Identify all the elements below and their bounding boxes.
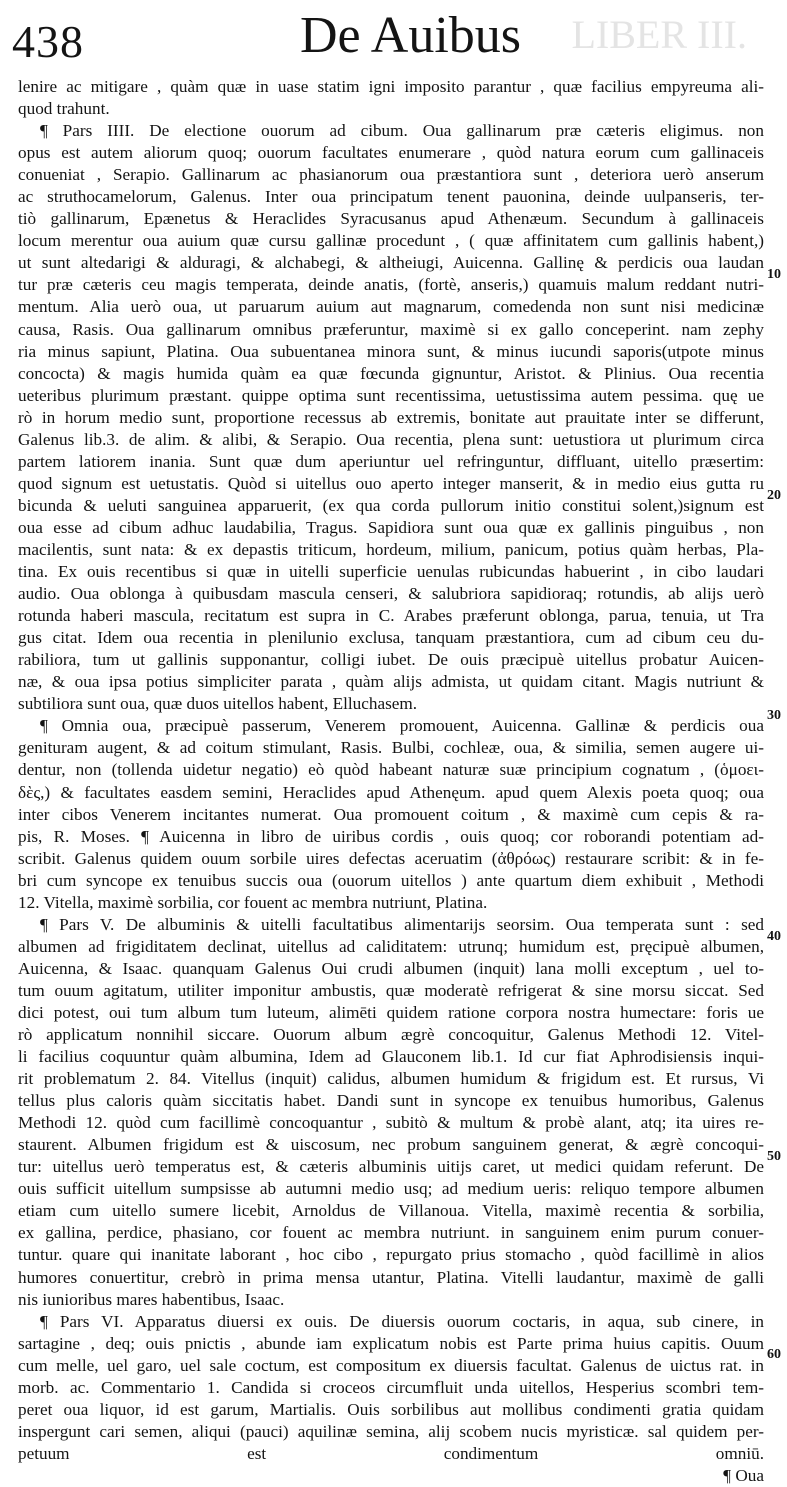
text-line: conueniat , Serapio. Gallinarum ac phasianorum oua præstantiora sunt , deteriora uerò anserum: [18, 165, 764, 185]
text-line: ¶ Pars IIII. De electione ouorum ad cibum. Oua gallinarum præ cæteris eligimus. non: [40, 121, 764, 141]
text-line: dentur, non (tollenda uidetur negatio) eò quòd habeant naturæ suæ principium cognatum , (ὁμοει-: [18, 760, 764, 780]
text-line: Auicenna, & Isaac. quanquam Galenus Oui crudi albumen (inquit) lana molli exceptum , uel to-: [18, 958, 764, 978]
text-line: oua esse ad cibum adhuc laudabilia, Tragus. Sapidiora sunt oua quæ ex gallinis pinguibus , non: [18, 517, 764, 537]
text-line: humores conuertitur, crebrò in prima mensa utantur, Platina. Vitelli laudantur, maximè de galli: [18, 1267, 764, 1287]
text-line: ouis sufficit uitellum sumpsisse ab autumni medio usq; ad medium ueris: reliquo tempore albumen: [18, 1179, 764, 1199]
text-line: ria minus sapiunt, Platina. Oua subuentanea minora sunt, & minus iucundi saporis(utpote minus: [18, 341, 764, 361]
margin-line-number: 60: [767, 1347, 781, 1362]
text-line: ¶ Pars V. De albuminis & uitelli facultatibus alimentarijs seorsim. Oua temperata sunt : sed: [40, 914, 764, 934]
text-line: petuum est condimentum omniū.: [18, 1443, 764, 1463]
text-line: scribit. Galenus quidem ouum sorbile uires defectas aceruatim (ἀθρόως) restaurare scribit: & in fe-: [18, 848, 764, 868]
text-line: locum merentur oua auium quæ cursu gallinæ procedunt , ( quæ affinitatem cum gallinis habent,): [18, 231, 764, 251]
body-text: [18, 76, 764, 1487]
text-line: ueteribus plurimum præstant. quippe optima sunt recentissima, uetustissima autem pessima. quę ue: [18, 385, 764, 405]
text-line: tur: uitellus uerò temperatus est, & cæteris albuminis uitijs caret, ut medici quidam referunt. De: [18, 1157, 764, 1177]
text-line: bri cum syncope ex tenuibus succis oua (ouorum uitellos ) ante quartum diem exhibuit , Methodi: [18, 870, 764, 890]
text-line: Galenus lib.3. de alim. & alibi, & Serapio. Oua recentia, plena sunt: uetustiora ut plurimum circa: [18, 429, 764, 449]
text-line: cum melle, uel garo, uel sale coctum, est compositum ex diuersis facultat. Galenus de uictus rat. in: [18, 1355, 764, 1375]
text-line: lenire ac mitigare , quàm quæ in uase statim igni imposito parantur , quæ facilius empyreuma ali-: [18, 77, 764, 96]
text-line: tur præ cæteris ceu magis temperata, deinde anatis, (fortè, anseris,) quamuis malum reddant nutri-: [18, 275, 764, 295]
text-line: tuntur. quare qui inanitate laborant , hoc cibo , repurgato prius stomacho , quòd facillimè in alios: [18, 1245, 764, 1265]
text-line: bicunda & ueluti sanguinea apparuerit, (ex qua corda pullorum initio constitui solent,)signum est: [18, 495, 764, 515]
text-line: rabiliora, tum ut gallinis supponantur, colligi iubet. De ouis præcipuè uitellus probatur Auicen-: [18, 650, 764, 670]
text-line: audio. Oua oblonga à quibusdam mascula censeri, & salubriora sapidioraq; rotundis, ab alijs uerò: [18, 584, 764, 604]
text-line: causa, Rasis. Oua gallinarum omnibus præferuntur, maximè si ex gallo conceperint. nam zephy: [18, 319, 764, 339]
text-line: subtiliora sunt oua, quæ duos uitellos habent, Elluchasem.: [18, 694, 418, 714]
text-line: tellus plus caloris quàm siccitatis habet. Dandi sunt in syncope ex tenuibus humoribus, Galenus: [18, 1091, 764, 1111]
text-line: concocta) & magis humida quàm ea quæ fœcunda gignuntur, Aristot. & Plinius. Oua recentia: [18, 363, 764, 383]
text-line: næ, & oua ipsa potius simpliciter parata , quàm alijs admista, ut quidam citant. Magis nutriunt &: [18, 672, 764, 692]
text-line: rò applicatum nonnihil siccare. Ouorum album ægrè concoquitur, Galenus Methodi 12. Vitel-: [18, 1025, 764, 1045]
text-line: pis, R. Moses. ¶ Auicenna in libro de uiribus cordis , ouis quoq; cor roborandi potentiam ad-: [18, 826, 764, 846]
text-line: morb. ac. Commentario 1. Candida si croceos circumfluit unda uitellos, Hesperius scombri tem-: [18, 1377, 764, 1397]
margin-line-number: 30: [767, 708, 781, 723]
text-line: genituram augent, & ad coitum stimulant, Rasis. Bulbi, cochleæ, oua, & similia, semen augere ui-: [18, 738, 764, 758]
text-line: ¶ Pars VI. Apparatus diuersi ex ouis. De diuersis ouorum coctaris, in aqua, sub cinere, in: [40, 1311, 764, 1331]
text-line: ¶ Oua: [723, 1465, 764, 1485]
text-line: quod trahunt.: [18, 99, 110, 119]
text-line: sartagine , deq; ouis pnictis , abunde iam explicatum nobis est Parte prima huius capitis. Ouum: [18, 1333, 764, 1353]
text-line: li facilius coquuntur quàm albumina, Idem ad Glauconem lib.1. Id cur fiat Aphrodisiensis inqui-: [18, 1047, 764, 1067]
text-line: gus citat. Idem oua recentia in plenilunio exclusa, tanquam præstantiora, cum ad cibum ceu du-: [18, 628, 764, 648]
text-line: nis iunioribus mares habentibus, Isaac.: [18, 1289, 285, 1309]
text-line: inspergunt cari semen, aliqui (pauci) aquilinæ semina, alij scobem nucis myristicæ. sal quidem per-: [18, 1421, 764, 1441]
bleed-through-text: LIBER III.: [571, 12, 747, 57]
text-line: etiam cum uitello sumere licebit, Arnoldus de Villanoua. Vitella, maximè recentia & sorbilia,: [18, 1201, 764, 1221]
margin-line-number: 20: [767, 488, 781, 503]
text-line: rò in horum medio sunt, proportione recessus ab extremis, bonitate aut prauitate inter se differunt,: [18, 407, 764, 427]
text-line: mentum. Alia uerò oua, ut paruarum auium aut magnarum, comedenda non sunt nisi medicinæ: [18, 297, 764, 317]
text-line: rotunda haberi mascula, recitatum est supra in C. Arabes præferunt oblonga, parua, tenuia, ut Tra: [18, 606, 764, 626]
text-line: rit problematum 2. 84. Vitellus (inquit) calidus, albumen humidum & frigidum est. Et rursus, Vi: [18, 1069, 764, 1089]
text-line: quod signum est uetustatis. Quòd si uitellus ouo aperto integer manserit, & in medio eius gutta ru: [18, 473, 764, 493]
text-line: tina. Ex ouis recentibus si quæ in uitelli superficie uenulas rubicundas habuerint , in cibo laudari: [18, 562, 764, 582]
text-line: staurent. Albumen frigidum est & uiscosum, nec probum sanguinem generat, & ægrè concoqui-: [18, 1135, 764, 1155]
text-line: ut sunt altedarigi & alduragi, & alchabegi, & altheiugi, Auicenna. Gallinę & perdicis oua laudan: [18, 253, 764, 273]
text-line: inter cibos Venerem incitantes numerat. Oua promouent coitum , & maximè cum cepis & ra-: [18, 804, 764, 824]
running-title: De Auibus: [300, 7, 521, 64]
text-line: Methodi 12. quòd cum facillimè concoquantur , subitò & multum & probè alant, atq; ita uires re-: [18, 1113, 764, 1133]
text-line: partem latiorem inania. Sunt quæ dum aperiuntur uel refringuntur, diffluant, uitello præsertim:: [18, 451, 764, 471]
margin-line-number: 10: [767, 267, 781, 282]
text-line: tiò gallinarum, Epænetus & Heraclides Syracusanus apud Athenæum. Secundum à gallinaceis: [18, 209, 764, 229]
page-header: [0, 0, 787, 70]
text-line: macilentis, sunt nata: & ex depastis triticum, hordeum, milium, panicum, potius quàm herbas, Pla-: [18, 539, 764, 559]
text-line: peret oua liquor, id est garum, Martialis. Ouis sorbilibus aut mollibus condimenti gratia quidam: [18, 1399, 764, 1419]
text-line: ¶ Omnia oua, præcipuè passerum, Venerem promouent, Auicenna. Gallinæ & perdicis oua: [40, 716, 764, 736]
margin-line-number: 40: [767, 929, 781, 944]
margin-line-number: 50: [767, 1149, 781, 1164]
text-line: opus est autem aliorum quoq; ouorum facultates enumerare , quòd natura eorum cum gallinaceis: [18, 143, 764, 163]
text-line: ac struthocamelorum, Galenus. Inter oua principatum tenent pauonina, deinde uulpanseris, ter-: [18, 187, 764, 207]
text-line: tum ouum agitatum, utiliter imponitur ambustis, quæ moderatè refrigerat & sine morsu siccat. Sed: [18, 980, 764, 1000]
text-line: ex gallina, perdice, phasiano, cor fouent ac membra nutriunt. in sanguinem enim purum conuer-: [18, 1223, 764, 1243]
page-number: 438: [12, 16, 84, 67]
text-line: albumen ad frigiditatem declinat, uitellus ad caliditatem: utrunq; humidum est, pręcipuè albumen,: [18, 936, 764, 956]
text-line: dici potest, oui tum album tum luteum, alimēti quidem ratione corpora nostra humectare: foris ue: [18, 1002, 764, 1022]
text-line: δὲς,) & facultates easdem semini, Heraclides apud Athenęum. apud quem Alexis poeta quoq; oua: [18, 782, 764, 802]
text-line: 12. Vitella, maximè sorbilia, cor fouent ac membra nutriunt, Platina.: [18, 892, 488, 912]
